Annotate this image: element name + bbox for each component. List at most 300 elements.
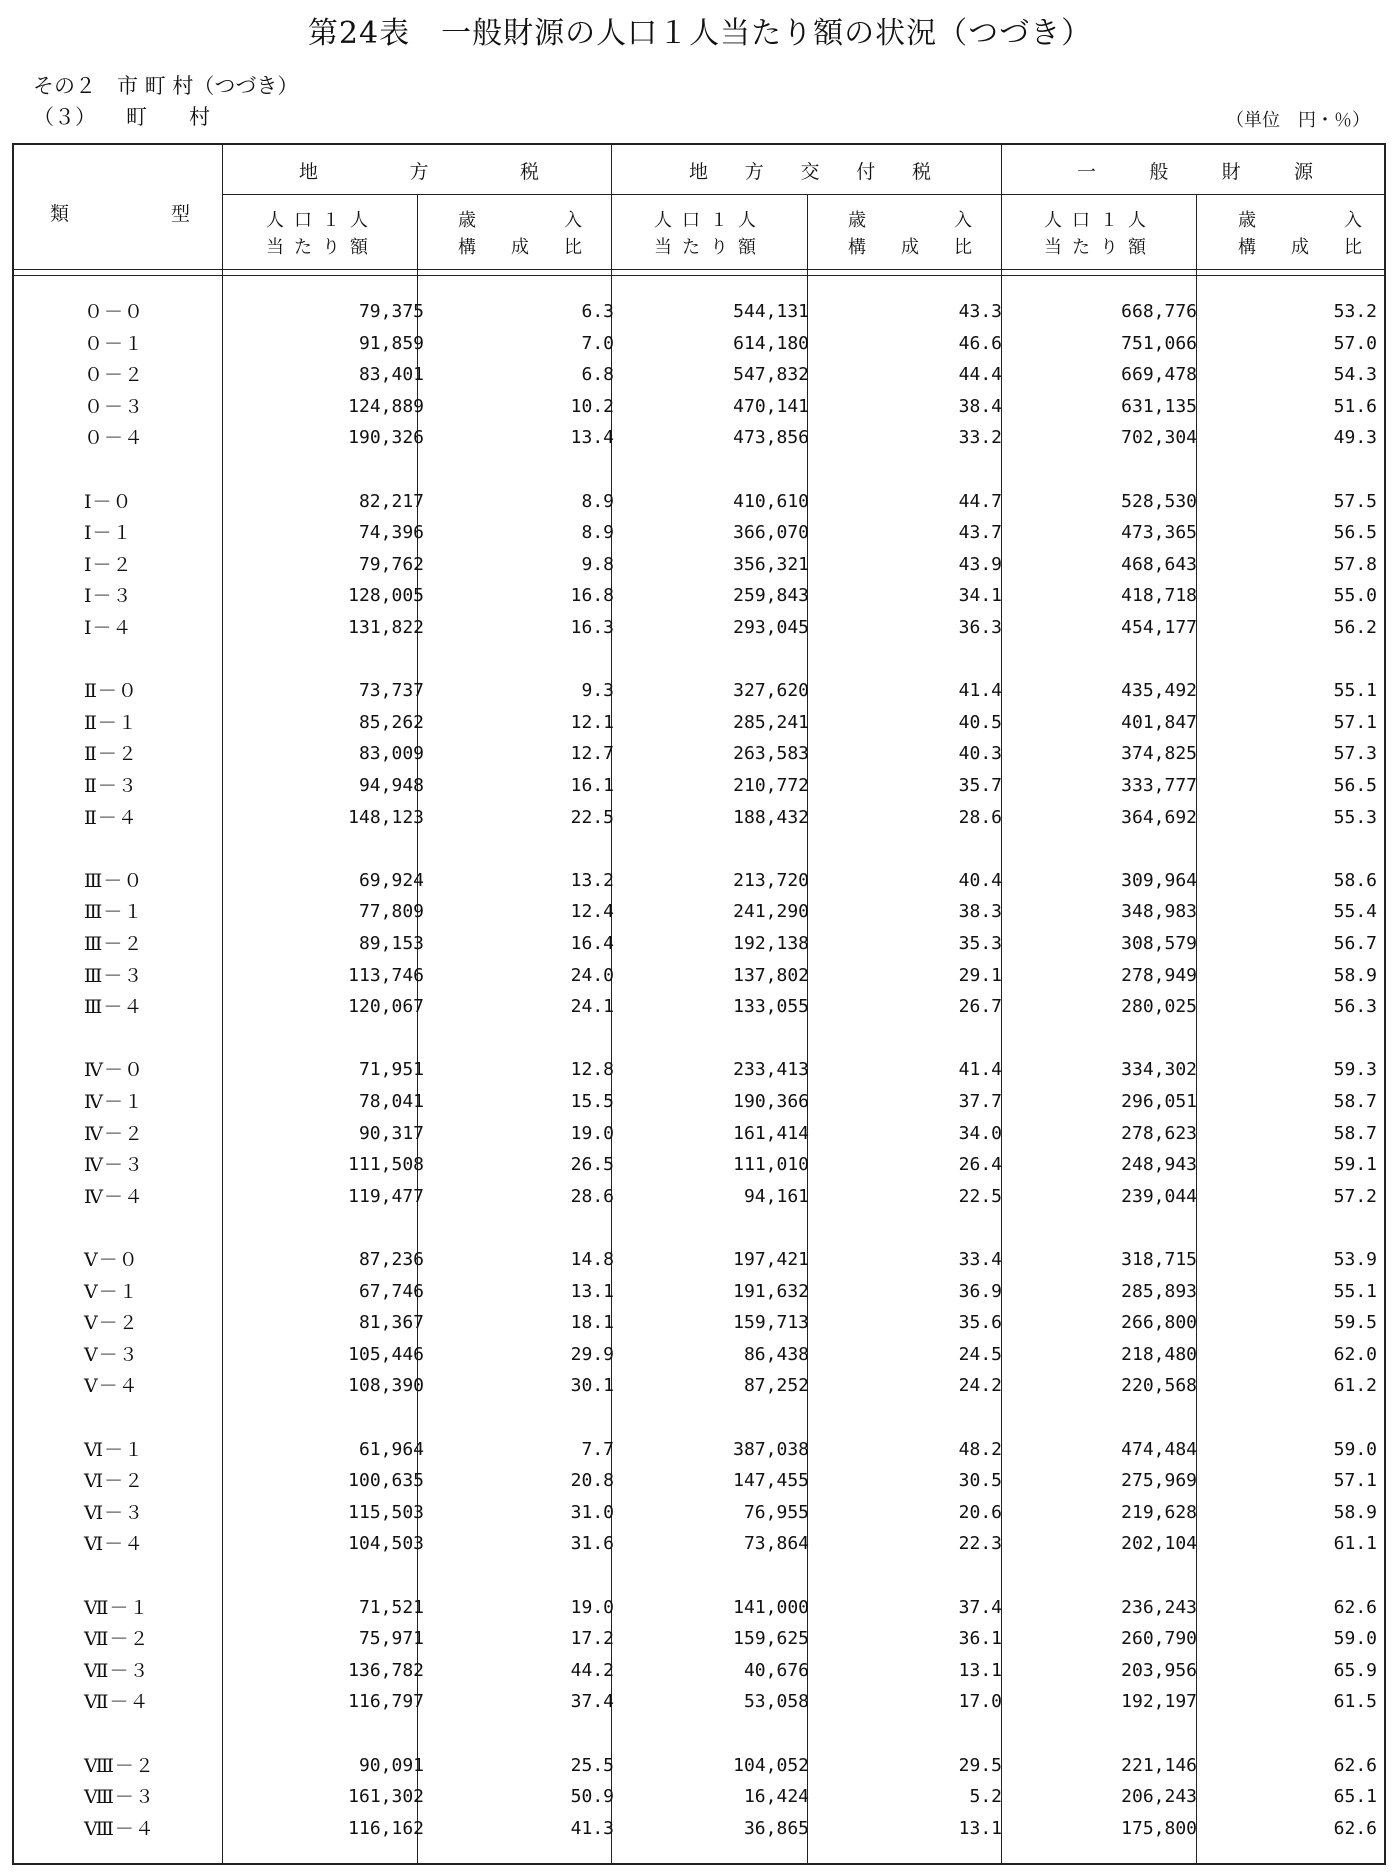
type-cell: Ⅶ－４ bbox=[84, 1691, 150, 1713]
value-cell: 401,847 bbox=[1121, 712, 1197, 733]
value-cell: 366,070 bbox=[733, 522, 809, 543]
unit-note: （単位 円・％） bbox=[1226, 110, 1370, 131]
value-cell: 61.1 bbox=[1333, 1533, 1377, 1554]
header-char: 入 bbox=[954, 210, 972, 231]
value-cell: 56.2 bbox=[1333, 617, 1377, 638]
value-cell: 61.5 bbox=[1333, 1691, 1377, 1712]
header-char: た bbox=[1072, 237, 1090, 258]
value-cell: 137,802 bbox=[733, 965, 809, 986]
value-cell: 36.9 bbox=[958, 1281, 1002, 1302]
type-cell: Ⅰ－２ bbox=[84, 554, 133, 576]
type-cell: Ⅷ－４ bbox=[84, 1818, 155, 1840]
value-cell: 9.8 bbox=[581, 554, 614, 575]
value-cell: 28.6 bbox=[958, 807, 1002, 828]
value-cell: 141,000 bbox=[733, 1597, 809, 1618]
value-cell: 62.6 bbox=[1333, 1818, 1377, 1839]
value-cell: 293,045 bbox=[733, 617, 809, 638]
value-cell: 41.4 bbox=[958, 1059, 1002, 1080]
type-cell: Ⅳ－１ bbox=[84, 1091, 144, 1113]
header-char: 歳 bbox=[848, 210, 866, 231]
value-cell: 51.6 bbox=[1333, 396, 1377, 417]
value-cell: 10.2 bbox=[570, 396, 614, 417]
header-char: 歳 bbox=[1238, 210, 1256, 231]
value-cell: 57.5 bbox=[1333, 491, 1377, 512]
value-cell: 94,948 bbox=[358, 775, 424, 796]
value-cell: 410,610 bbox=[733, 491, 809, 512]
value-cell: 46.6 bbox=[958, 333, 1002, 354]
type-cell: Ⅲ－２ bbox=[84, 933, 144, 955]
value-cell: 105,446 bbox=[348, 1344, 424, 1365]
value-cell: 13.1 bbox=[570, 1281, 614, 1302]
table-row bbox=[14, 739, 1384, 769]
value-cell: 40.4 bbox=[958, 870, 1002, 891]
group-header-local-tax bbox=[299, 157, 539, 184]
value-cell: 418,718 bbox=[1121, 585, 1197, 606]
value-cell: 55.1 bbox=[1333, 1281, 1377, 1302]
header-bottom-rule bbox=[14, 269, 1384, 270]
value-cell: 50.9 bbox=[570, 1786, 614, 1807]
table-row bbox=[14, 613, 1384, 643]
header-line bbox=[1044, 234, 1146, 261]
value-cell: 473,365 bbox=[1121, 522, 1197, 543]
value-cell: 14.8 bbox=[570, 1249, 614, 1270]
type-cell: Ⅰ－０ bbox=[84, 491, 133, 513]
table-row bbox=[14, 581, 1384, 611]
section-subtitle: その２ 市 町 村（つづき） bbox=[33, 74, 299, 98]
value-cell: 33.4 bbox=[958, 1249, 1002, 1270]
header-char: 人 bbox=[1128, 210, 1146, 231]
header-char: 額 bbox=[350, 237, 368, 258]
header-line bbox=[848, 234, 972, 261]
table-row bbox=[14, 897, 1384, 927]
value-cell: 65.9 bbox=[1333, 1660, 1377, 1681]
table-row bbox=[14, 518, 1384, 548]
value-cell: 65.1 bbox=[1333, 1786, 1377, 1807]
value-cell: 62.6 bbox=[1333, 1755, 1377, 1776]
header-char: 構 bbox=[458, 237, 476, 258]
value-cell: 29.1 bbox=[958, 965, 1002, 986]
value-cell: 74,396 bbox=[358, 522, 424, 543]
value-cell: 9.3 bbox=[581, 680, 614, 701]
value-cell: 57.1 bbox=[1333, 712, 1377, 733]
revenue-ratio-header bbox=[848, 207, 972, 261]
value-cell: 285,241 bbox=[733, 712, 809, 733]
value-cell: 20.6 bbox=[958, 1502, 1002, 1523]
value-cell: 53.9 bbox=[1333, 1249, 1377, 1270]
value-cell: 59.5 bbox=[1333, 1312, 1377, 1333]
value-cell: 28.6 bbox=[570, 1186, 614, 1207]
header-char: １ bbox=[322, 210, 340, 231]
value-cell: 100,635 bbox=[348, 1470, 424, 1491]
value-cell: 17.0 bbox=[958, 1691, 1002, 1712]
value-cell: 35.7 bbox=[958, 775, 1002, 796]
header-line bbox=[266, 207, 368, 234]
value-cell: 278,949 bbox=[1121, 965, 1197, 986]
value-cell: 111,508 bbox=[348, 1154, 424, 1175]
value-cell: 133,055 bbox=[733, 996, 809, 1017]
type-cell: Ⅶ－２ bbox=[84, 1628, 150, 1650]
header-char: 成 bbox=[511, 237, 529, 258]
value-cell: 49.3 bbox=[1333, 427, 1377, 448]
value-cell: 83,009 bbox=[358, 743, 424, 764]
type-cell: Ⅳ－０ bbox=[84, 1059, 144, 1081]
value-cell: 13.1 bbox=[958, 1660, 1002, 1681]
header-char: 方 bbox=[409, 161, 429, 183]
value-cell: 161,302 bbox=[348, 1786, 424, 1807]
value-cell: 61,964 bbox=[358, 1439, 424, 1460]
value-cell: 40.3 bbox=[958, 743, 1002, 764]
value-cell: 263,583 bbox=[733, 743, 809, 764]
value-cell: 43.9 bbox=[958, 554, 1002, 575]
value-cell: 473,856 bbox=[733, 427, 809, 448]
value-cell: 248,943 bbox=[1121, 1154, 1197, 1175]
value-cell: 79,762 bbox=[358, 554, 424, 575]
value-cell: 259,843 bbox=[733, 585, 809, 606]
value-cell: 19.0 bbox=[570, 1597, 614, 1618]
value-cell: 22.5 bbox=[958, 1186, 1002, 1207]
type-cell: ０－３ bbox=[84, 396, 145, 418]
value-cell: 8.9 bbox=[581, 522, 614, 543]
value-cell: 35.6 bbox=[958, 1312, 1002, 1333]
value-cell: 470,141 bbox=[733, 396, 809, 417]
per-capita-header bbox=[266, 207, 368, 261]
header-char: 人 bbox=[350, 210, 368, 231]
value-cell: 260,790 bbox=[1121, 1628, 1197, 1649]
value-cell: 751,066 bbox=[1121, 333, 1197, 354]
value-cell: 29.9 bbox=[570, 1344, 614, 1365]
value-cell: 43.7 bbox=[958, 522, 1002, 543]
value-cell: 34.1 bbox=[958, 585, 1002, 606]
value-cell: 8.9 bbox=[581, 491, 614, 512]
value-cell: 318,715 bbox=[1121, 1249, 1197, 1270]
value-cell: 18.1 bbox=[570, 1312, 614, 1333]
value-cell: 89,153 bbox=[358, 933, 424, 954]
value-cell: 188,432 bbox=[733, 807, 809, 828]
value-cell: 38.3 bbox=[958, 901, 1002, 922]
header-char: 額 bbox=[1128, 237, 1146, 258]
value-cell: 175,800 bbox=[1121, 1818, 1197, 1839]
value-cell: 147,455 bbox=[733, 1470, 809, 1491]
value-cell: 668,776 bbox=[1121, 301, 1197, 322]
value-cell: 128,005 bbox=[348, 585, 424, 606]
value-cell: 55.0 bbox=[1333, 585, 1377, 606]
value-cell: 218,480 bbox=[1121, 1344, 1197, 1365]
value-cell: 669,478 bbox=[1121, 364, 1197, 385]
value-cell: 56.5 bbox=[1333, 775, 1377, 796]
value-cell: 82,217 bbox=[358, 491, 424, 512]
header-char: 当 bbox=[654, 237, 672, 258]
value-cell: 16.1 bbox=[570, 775, 614, 796]
value-cell: 57.1 bbox=[1333, 1470, 1377, 1491]
value-cell: 17.2 bbox=[570, 1628, 614, 1649]
value-cell: 16.8 bbox=[570, 585, 614, 606]
value-cell: 73,737 bbox=[358, 680, 424, 701]
value-cell: 22.5 bbox=[570, 807, 614, 828]
value-cell: 78,041 bbox=[358, 1091, 424, 1112]
value-cell: 203,956 bbox=[1121, 1660, 1197, 1681]
type-cell: Ⅶ－１ bbox=[84, 1597, 150, 1619]
header-char: り bbox=[322, 237, 340, 258]
value-cell: 454,177 bbox=[1121, 617, 1197, 638]
value-cell: 56.5 bbox=[1333, 522, 1377, 543]
table-row bbox=[14, 1245, 1384, 1275]
value-cell: 30.5 bbox=[958, 1470, 1002, 1491]
value-cell: 468,643 bbox=[1121, 554, 1197, 575]
data-table bbox=[12, 143, 1386, 1865]
value-cell: 13.4 bbox=[570, 427, 614, 448]
header-char: 税 bbox=[911, 161, 931, 183]
value-cell: 62.0 bbox=[1333, 1344, 1377, 1365]
header-char: 入 bbox=[564, 210, 582, 231]
value-cell: 57.2 bbox=[1333, 1186, 1377, 1207]
header-char: 歳 bbox=[458, 210, 476, 231]
table-row bbox=[14, 1150, 1384, 1180]
table-row bbox=[14, 1435, 1384, 1465]
value-cell: 278,623 bbox=[1121, 1123, 1197, 1144]
value-cell: 58.9 bbox=[1333, 965, 1377, 986]
header-char: 比 bbox=[954, 237, 972, 258]
value-cell: 239,044 bbox=[1121, 1186, 1197, 1207]
value-cell: 348,983 bbox=[1121, 901, 1197, 922]
value-cell: 544,131 bbox=[733, 301, 809, 322]
value-cell: 85,262 bbox=[358, 712, 424, 733]
table-row bbox=[14, 1751, 1384, 1781]
value-cell: 58.9 bbox=[1333, 1502, 1377, 1523]
value-cell: 24.2 bbox=[958, 1375, 1002, 1396]
header-char: 方 bbox=[744, 161, 764, 183]
value-cell: 57.3 bbox=[1333, 743, 1377, 764]
value-cell: 6.3 bbox=[581, 301, 614, 322]
value-cell: 58.6 bbox=[1333, 870, 1377, 891]
value-cell: 59.0 bbox=[1333, 1439, 1377, 1460]
value-cell: 86,438 bbox=[743, 1344, 809, 1365]
header-char: 人 bbox=[654, 210, 672, 231]
header-char: １ bbox=[710, 210, 728, 231]
value-cell: 16.4 bbox=[570, 933, 614, 954]
value-cell: 56.7 bbox=[1333, 933, 1377, 954]
type-cell: Ⅵ－４ bbox=[84, 1533, 145, 1555]
value-cell: 5.2 bbox=[969, 1786, 1002, 1807]
header-line bbox=[1238, 207, 1362, 234]
value-cell: 356,321 bbox=[733, 554, 809, 575]
value-cell: 81,367 bbox=[358, 1312, 424, 1333]
header-line bbox=[1044, 207, 1146, 234]
header-char: 人 bbox=[1044, 210, 1062, 231]
value-cell: 7.0 bbox=[581, 333, 614, 354]
value-cell: 13.2 bbox=[570, 870, 614, 891]
header-char: 構 bbox=[1238, 237, 1256, 258]
value-cell: 192,197 bbox=[1121, 1691, 1197, 1712]
value-cell: 83,401 bbox=[358, 364, 424, 385]
value-cell: 528,530 bbox=[1121, 491, 1197, 512]
value-cell: 44.2 bbox=[570, 1660, 614, 1681]
header-char: 口 bbox=[682, 210, 700, 231]
value-cell: 90,091 bbox=[358, 1755, 424, 1776]
value-cell: 53.2 bbox=[1333, 301, 1377, 322]
value-cell: 77,809 bbox=[358, 901, 424, 922]
value-cell: 474,484 bbox=[1121, 1439, 1197, 1460]
subsection-number: （３） bbox=[33, 105, 96, 129]
value-cell: 71,951 bbox=[358, 1059, 424, 1080]
table-row bbox=[14, 708, 1384, 738]
type-cell: Ⅱ－２ bbox=[84, 743, 138, 765]
value-cell: 236,243 bbox=[1121, 1597, 1197, 1618]
header-char: た bbox=[682, 237, 700, 258]
header-char: 成 bbox=[901, 237, 919, 258]
value-cell: 54.3 bbox=[1333, 364, 1377, 385]
table-row bbox=[14, 1466, 1384, 1496]
type-cell: Ⅰ－４ bbox=[84, 617, 133, 639]
type-cell: ０－４ bbox=[84, 427, 145, 449]
table-row bbox=[14, 487, 1384, 517]
value-cell: 58.7 bbox=[1333, 1091, 1377, 1112]
type-cell: Ⅱ－１ bbox=[84, 712, 138, 734]
type-cell: Ⅷ－３ bbox=[84, 1786, 155, 1808]
value-cell: 12.8 bbox=[570, 1059, 614, 1080]
value-cell: 44.7 bbox=[958, 491, 1002, 512]
value-cell: 26.5 bbox=[570, 1154, 614, 1175]
header-char: 財 bbox=[1221, 161, 1241, 183]
value-cell: 24.0 bbox=[570, 965, 614, 986]
type-cell: Ⅲ－４ bbox=[84, 996, 144, 1018]
header-char: 比 bbox=[1344, 237, 1362, 258]
value-cell: 159,625 bbox=[733, 1628, 809, 1649]
value-cell: 37.4 bbox=[958, 1597, 1002, 1618]
value-cell: 69,924 bbox=[358, 870, 424, 891]
value-cell: 24.5 bbox=[958, 1344, 1002, 1365]
value-cell: 94,161 bbox=[743, 1186, 809, 1207]
value-cell: 702,304 bbox=[1121, 427, 1197, 448]
type-cell: Ⅴ－０ bbox=[84, 1249, 139, 1271]
value-cell: 75,971 bbox=[358, 1628, 424, 1649]
table-row bbox=[14, 1782, 1384, 1812]
value-cell: 61.2 bbox=[1333, 1375, 1377, 1396]
value-cell: 309,964 bbox=[1121, 870, 1197, 891]
value-cell: 148,123 bbox=[348, 807, 424, 828]
header-char: 人 bbox=[738, 210, 756, 231]
value-cell: 36.3 bbox=[958, 617, 1002, 638]
header-char: 構 bbox=[848, 237, 866, 258]
value-cell: 25.5 bbox=[570, 1755, 614, 1776]
header-char: 入 bbox=[1344, 210, 1362, 231]
table-row bbox=[14, 1087, 1384, 1117]
type-cell: Ⅳ－４ bbox=[84, 1186, 144, 1208]
value-cell: 219,628 bbox=[1121, 1502, 1197, 1523]
type-cell: Ⅴ－１ bbox=[84, 1281, 139, 1303]
table-row bbox=[14, 360, 1384, 390]
value-cell: 120,067 bbox=[348, 996, 424, 1017]
value-cell: 159,713 bbox=[733, 1312, 809, 1333]
value-cell: 435,492 bbox=[1121, 680, 1197, 701]
value-cell: 55.1 bbox=[1333, 680, 1377, 701]
value-cell: 6.8 bbox=[581, 364, 614, 385]
value-cell: 333,777 bbox=[1121, 775, 1197, 796]
value-cell: 57.8 bbox=[1333, 554, 1377, 575]
table-row bbox=[14, 1308, 1384, 1338]
value-cell: 34.0 bbox=[958, 1123, 1002, 1144]
header-char: 地 bbox=[299, 161, 319, 183]
value-cell: 55.3 bbox=[1333, 807, 1377, 828]
value-cell: 26.7 bbox=[958, 996, 1002, 1017]
header-line bbox=[458, 207, 582, 234]
value-cell: 55.4 bbox=[1333, 901, 1377, 922]
value-cell: 104,503 bbox=[348, 1533, 424, 1554]
table-row bbox=[14, 866, 1384, 896]
type-cell: Ⅰ－３ bbox=[84, 585, 133, 607]
value-cell: 119,477 bbox=[348, 1186, 424, 1207]
value-cell: 12.4 bbox=[570, 901, 614, 922]
value-cell: 192,138 bbox=[733, 933, 809, 954]
header-char: 当 bbox=[1044, 237, 1062, 258]
value-cell: 16,424 bbox=[743, 1786, 809, 1807]
value-cell: 266,800 bbox=[1121, 1312, 1197, 1333]
value-cell: 136,782 bbox=[348, 1660, 424, 1681]
value-cell: 58.7 bbox=[1333, 1123, 1377, 1144]
table-row bbox=[14, 961, 1384, 991]
value-cell: 40,676 bbox=[743, 1660, 809, 1681]
header-char: 比 bbox=[564, 237, 582, 258]
value-cell: 40.5 bbox=[958, 712, 1002, 733]
value-cell: 33.2 bbox=[958, 427, 1002, 448]
header-line bbox=[848, 207, 972, 234]
value-cell: 547,832 bbox=[733, 364, 809, 385]
value-cell: 285,893 bbox=[1121, 1281, 1197, 1302]
value-cell: 36,865 bbox=[743, 1818, 809, 1839]
type-cell: Ⅳ－３ bbox=[84, 1154, 144, 1176]
table-row bbox=[14, 676, 1384, 706]
value-cell: 71,521 bbox=[358, 1597, 424, 1618]
type-cell: Ⅴ－２ bbox=[84, 1312, 139, 1334]
table-row bbox=[14, 1593, 1384, 1623]
type-cell: Ⅱ－４ bbox=[84, 807, 138, 829]
value-cell: 233,413 bbox=[733, 1059, 809, 1080]
header-char: 地 bbox=[689, 161, 709, 183]
value-cell: 12.1 bbox=[570, 712, 614, 733]
table-row bbox=[14, 803, 1384, 833]
value-cell: 334,302 bbox=[1121, 1059, 1197, 1080]
table-row bbox=[14, 1656, 1384, 1686]
table-row bbox=[14, 992, 1384, 1022]
value-cell: 104,052 bbox=[733, 1755, 809, 1776]
value-cell: 202,104 bbox=[1121, 1533, 1197, 1554]
header-char: 口 bbox=[1072, 210, 1090, 231]
type-cell: Ⅳ－２ bbox=[84, 1123, 144, 1145]
value-cell: 73,864 bbox=[743, 1533, 809, 1554]
subsection-label: 町 村 bbox=[126, 105, 210, 129]
value-cell: 57.0 bbox=[1333, 333, 1377, 354]
header-divider bbox=[222, 194, 1384, 195]
group-header-general-revenue bbox=[1077, 157, 1313, 184]
value-cell: 161,414 bbox=[733, 1123, 809, 1144]
group-header-local-allocation-tax bbox=[689, 157, 931, 184]
value-cell: 37.4 bbox=[570, 1691, 614, 1712]
value-cell: 210,772 bbox=[733, 775, 809, 796]
type-cell: Ⅵ－１ bbox=[84, 1439, 145, 1461]
type-cell: Ⅰ－１ bbox=[84, 522, 133, 544]
value-cell: 79,375 bbox=[358, 301, 424, 322]
value-cell: 15.5 bbox=[570, 1091, 614, 1112]
value-cell: 241,290 bbox=[733, 901, 809, 922]
table-row bbox=[14, 1687, 1384, 1717]
value-cell: 374,825 bbox=[1121, 743, 1197, 764]
value-cell: 24.1 bbox=[570, 996, 614, 1017]
value-cell: 116,797 bbox=[348, 1691, 424, 1712]
table-row bbox=[14, 1529, 1384, 1559]
value-cell: 38.4 bbox=[958, 396, 1002, 417]
table-row bbox=[14, 1498, 1384, 1528]
table-row bbox=[14, 1814, 1384, 1844]
value-cell: 26.4 bbox=[958, 1154, 1002, 1175]
